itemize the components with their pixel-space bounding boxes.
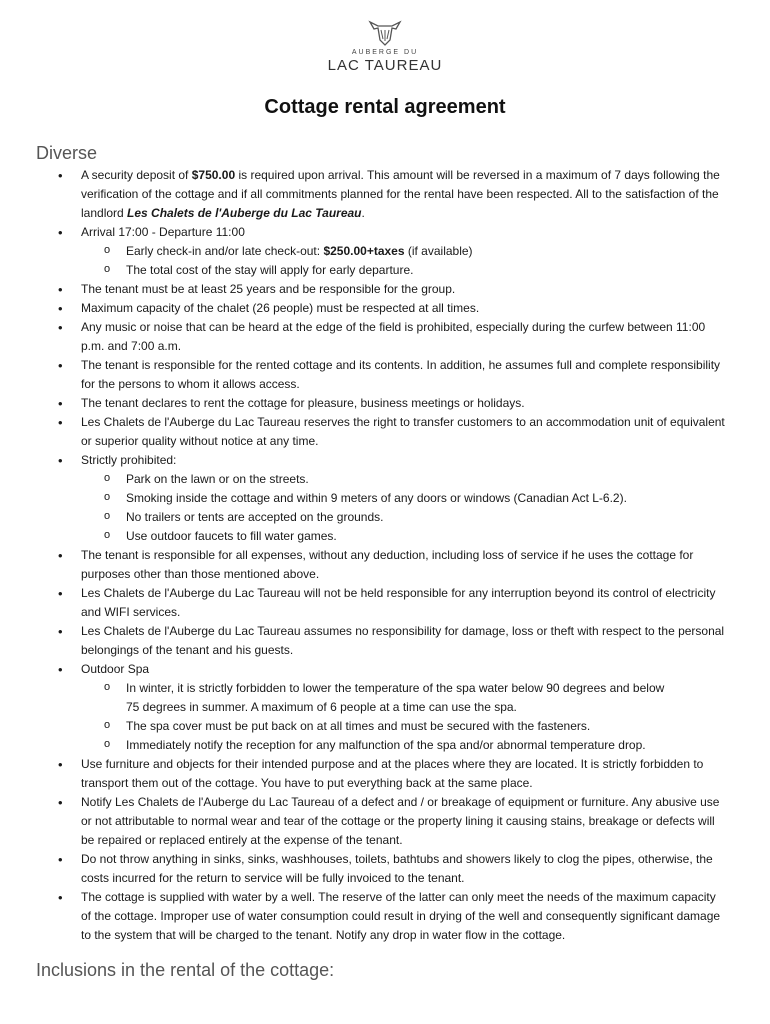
sub-list-item: o Immediately notify the reception for any malfunction of the spa and/or abnormal temperature drop. [36, 736, 726, 755]
sub-list-item: o Smoking inside the cottage and within 9 meters of any doors or windows (Canadian Act L-6.2). [36, 489, 726, 508]
list-item: • Do not throw anything in sinks, sinks, washhouses, toilets, bathtubs and showers likely to clog the pipes, otherwise, the costs incurred for the return to service will be fully invoiced to the tenant. [36, 850, 726, 888]
list-item: • The tenant is responsible for the rented cottage and its contents. In addition, he assumes full and complete responsibility for the persons to whom it allows access. [36, 356, 726, 394]
sub-list-item: o The spa cover must be put back on at all times and must be secured with the fasteners. [36, 717, 726, 736]
sub-list-item: o Early check-in and/or late check-out: $250.00+taxes (if available) [36, 242, 726, 261]
section-heading-diverse: Diverse [36, 143, 98, 163]
list-item: • The tenant is responsible for all expenses, without any deduction, including loss of service if he uses the cottage for purposes other than those mentioned above. [36, 546, 726, 584]
page-title: Cottage rental agreement [264, 96, 506, 118]
list-item: • A security deposit of $750.00 is required upon arrival. This amount will be reversed in a maximum of 7 days following the verification of the cottage and if all commitments planned for the rental have been respected. All to the satisfaction of the landlord Les Chalets de l'Auberge du Lac Taureau. [36, 166, 726, 223]
section-heading-inclusions: Inclusions in the rental of the cottage: [36, 960, 335, 980]
logo-subtitle: AUBERGE DU [351, 49, 419, 56]
sub-list-item: o Use outdoor faucets to fill water games. [36, 527, 726, 546]
list-item: • The cottage is supplied with water by a well. The reserve of the latter can only meet the needs of the maximum capacity of the cottage. Improper use of water consumption could result in drying of the well and consequently significant damage to the system that will be charged to the tenant. Notify any drop in water flow in the cottage. [36, 888, 726, 945]
sub-list-item-continued: 75 degrees in summer. A maximum of 6 people at a time can use the spa. [126, 700, 517, 714]
list-item: • Notify Les Chalets de l'Auberge du Lac Taureau of a defect and / or breakage of equipment or furniture. Any abusive use or not attributable to normal wear and tear of the cottage or the property lining it causing stains, breakage or defects will be repaired or replaced entirely at the expense of the tenant. [36, 793, 726, 850]
bull-head-icon [368, 20, 402, 46]
sub-list-item: o Park on the lawn or on the streets. [36, 470, 726, 489]
list-item: • Strictly prohibited: [36, 451, 726, 470]
sub-list-item: o No trailers or tents are accepted on the grounds. [36, 508, 726, 527]
early-checkin-fee: $250.00+taxes [323, 244, 405, 258]
list-item: • Les Chalets de l'Auberge du Lac Taureau will not be held responsible for any interruption beyond its control of electricity and WIFI services. [36, 584, 726, 622]
list-item: • Outdoor Spa [36, 660, 726, 679]
deposit-amount: $750.00 [191, 168, 236, 182]
list-item: • Les Chalets de l'Auberge du Lac Taureau assumes no responsibility for damage, loss or theft with respect to the personal belongings of the tenant and his guests. [36, 622, 726, 660]
list-item: • Arrival 17:00 - Departure 11:00 [36, 223, 726, 242]
list-item: • Maximum capacity of the chalet (26 people) must be respected at all times. [36, 299, 726, 318]
list-item: • Use furniture and objects for their intended purpose and at the places where they are located. It is strictly forbidden to transport them out of the cottage. You have to put everything back at the same place. [36, 755, 726, 793]
landlord-name: Les Chalets de l'Auberge du Lac Taureau [127, 206, 362, 220]
list-item: • The tenant declares to rent the cottage for pleasure, business meetings or holidays. [36, 394, 726, 413]
logo-title: LAC TAUREAU [327, 57, 443, 74]
list-item: • Any music or noise that can be heard at the edge of the field is prohibited, especially during the curfew between 11:00 p.m. and 7:00 a.m. [36, 318, 726, 356]
sub-list-item: o The total cost of the stay will apply for early departure. [36, 261, 726, 280]
list-item: • The tenant must be at least 25 years and be responsible for the group. [36, 280, 726, 299]
sub-list-item: o In winter, it is strictly forbidden to lower the temperature of the spa water below 90 degrees and below [36, 679, 726, 698]
list-item: • Les Chalets de l'Auberge du Lac Taureau reserves the right to transfer customers to an accommodation unit of equivalent or superior quality without notice at any time. [36, 413, 726, 451]
logo [0, 20, 770, 74]
rules-list [36, 166, 726, 945]
